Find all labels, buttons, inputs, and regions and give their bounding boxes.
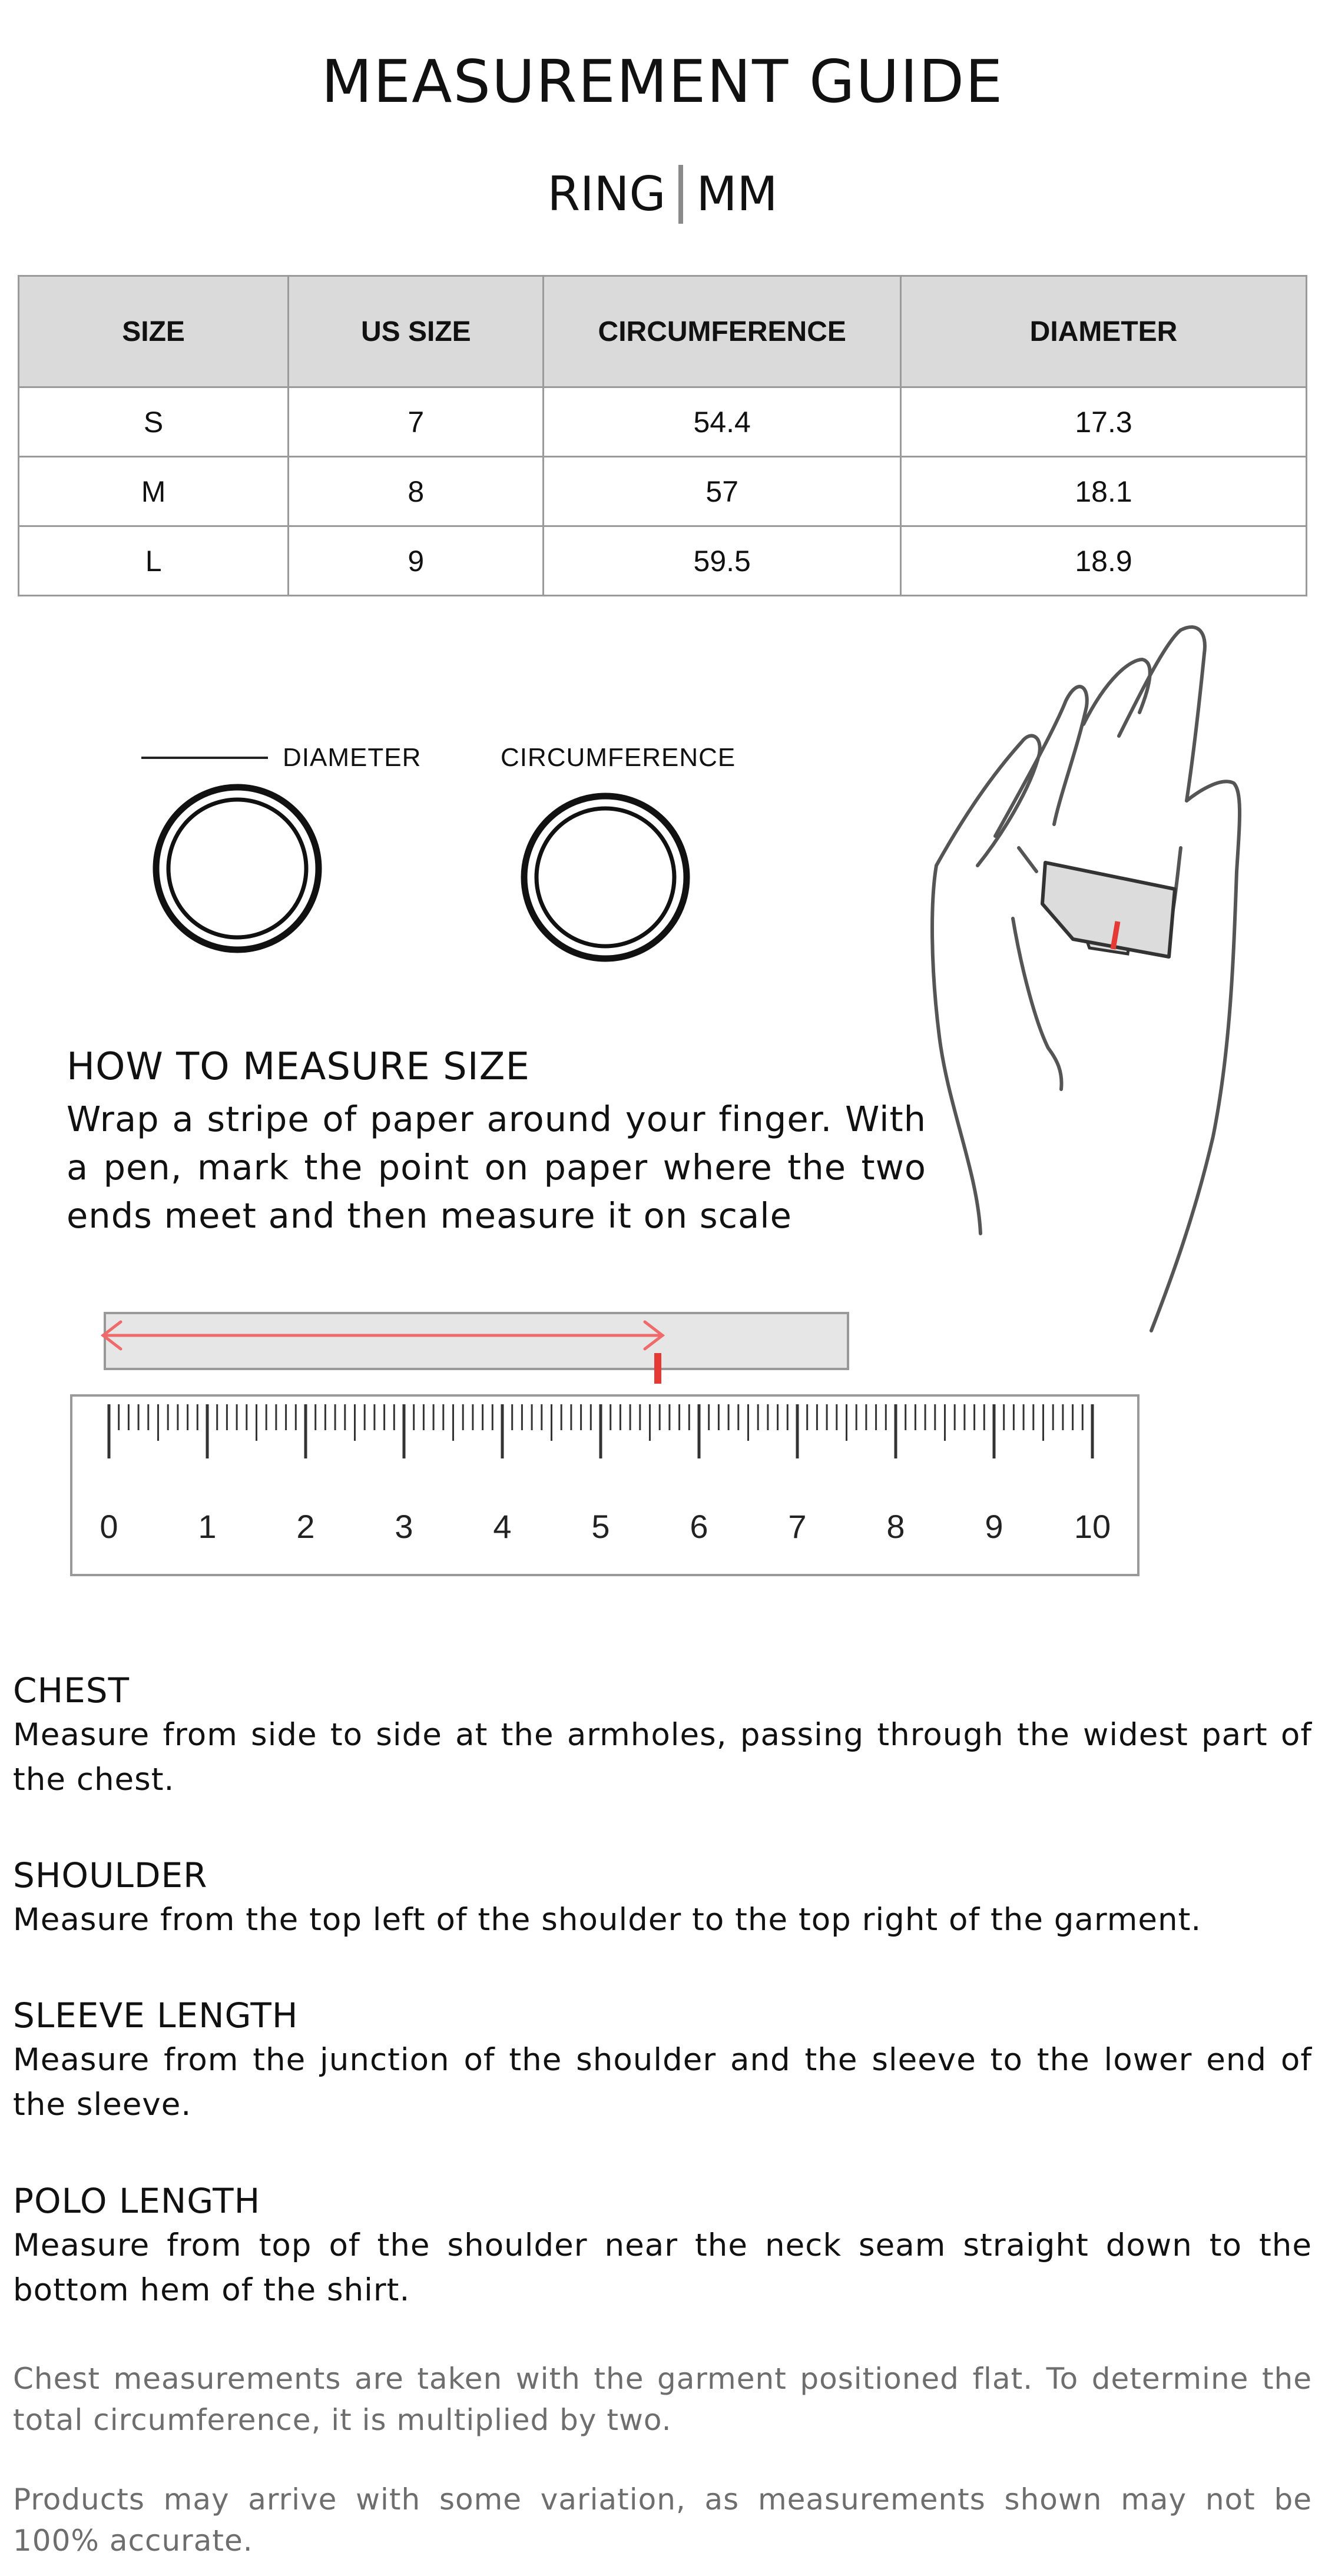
circumference-ring-icon (524, 796, 687, 959)
ruler-number: 10 (1074, 1508, 1111, 1545)
cell-circumference: 59.5 (544, 526, 901, 596)
ruler-number: 2 (296, 1508, 315, 1545)
circumference-label: CIRCUMFERENCE (501, 743, 736, 772)
section-title: CHEST (13, 1670, 130, 1710)
diameter-ring-icon (156, 787, 319, 950)
section-text: Measure from the junction of the shoulder and the sleeve to the lower end of the sleeve. (13, 2042, 1312, 2123)
column-header-size: SIZE (19, 276, 289, 387)
divider (678, 165, 683, 224)
section-title: POLO LENGTH (13, 2181, 261, 2221)
cell-us-size: 7 (289, 387, 544, 457)
page-title: MEASUREMENT GUIDE (321, 47, 1004, 116)
page-subtitle (0, 165, 1325, 224)
cell-us-size: 8 (289, 457, 544, 526)
ruler-body (71, 1395, 1138, 1575)
how-to-title: HOW TO MEASURE SIZE (67, 1045, 530, 1089)
paper-strip (105, 1313, 848, 1369)
paper-wrap-icon (1042, 863, 1175, 957)
ruler-number: 0 (100, 1508, 118, 1545)
section-shoulder (13, 1853, 1312, 1942)
cell-diameter: 18.9 (900, 526, 1306, 596)
section-sleeve-length (13, 1993, 1312, 2127)
cell-diameter: 17.3 (900, 387, 1306, 457)
size-table (18, 275, 1307, 596)
cell-circumference: 54.4 (544, 387, 901, 457)
ruler-number: 6 (690, 1508, 708, 1545)
section-chest (13, 1668, 1312, 1802)
section-text: Measure from top of the shoulder near the neck seam straight down to the bottom hem of the shirt. (13, 2227, 1312, 2308)
note-chest-measurement: Chest measurements are taken with the garment positioned flat. To determine the total circumference, it is multiplied by two. (13, 2362, 1312, 2437)
column-header-circumference: CIRCUMFERENCE (544, 276, 901, 387)
unit-label: MM (696, 167, 778, 221)
section-title: SLEEVE LENGTH (13, 1995, 299, 2035)
ruler-number: 8 (886, 1508, 905, 1545)
section-title: SHOULDER (13, 1855, 208, 1895)
column-header-us-size: US SIZE (289, 276, 544, 387)
table-row (19, 457, 1307, 526)
table-row (19, 387, 1307, 457)
ruler-number: 5 (591, 1508, 610, 1545)
cell-us-size: 9 (289, 526, 544, 596)
table-header-row (19, 276, 1307, 387)
cell-size: S (19, 387, 289, 457)
hand-icon (932, 627, 1240, 1331)
section-polo-length (13, 2179, 1312, 2313)
column-header-diameter: DIAMETER (900, 276, 1306, 387)
cell-diameter: 18.1 (900, 457, 1306, 526)
section-text: Measure from the top left of the shoulder to the top right of the garment. (13, 1902, 1202, 1938)
note-variation: Products may arrive with some variation, as measurements shown may not be 100% accurate. (13, 2482, 1312, 2558)
ruler-number: 3 (395, 1508, 413, 1545)
cell-size: M (19, 457, 289, 526)
cell-size: L (19, 526, 289, 596)
category-label: RING (547, 167, 666, 221)
diameter-label: DIAMETER (283, 743, 422, 772)
ruler-icon (71, 1395, 1138, 1575)
how-to-text: Wrap a stripe of paper around your finger. With a pen, mark the point on paper where the two ends meet and then measure it on scale (67, 1099, 926, 1236)
cell-circumference: 57 (544, 457, 901, 526)
table-row (19, 526, 1307, 596)
ruler-number: 1 (198, 1508, 217, 1545)
pen-mark (654, 1353, 661, 1384)
ruler-number: 7 (788, 1508, 807, 1545)
ruler-number: 9 (985, 1508, 1003, 1545)
ruler-number: 4 (493, 1508, 512, 1545)
section-text: Measure from side to side at the armholes, passing through the widest part of the chest. (13, 1717, 1312, 1798)
